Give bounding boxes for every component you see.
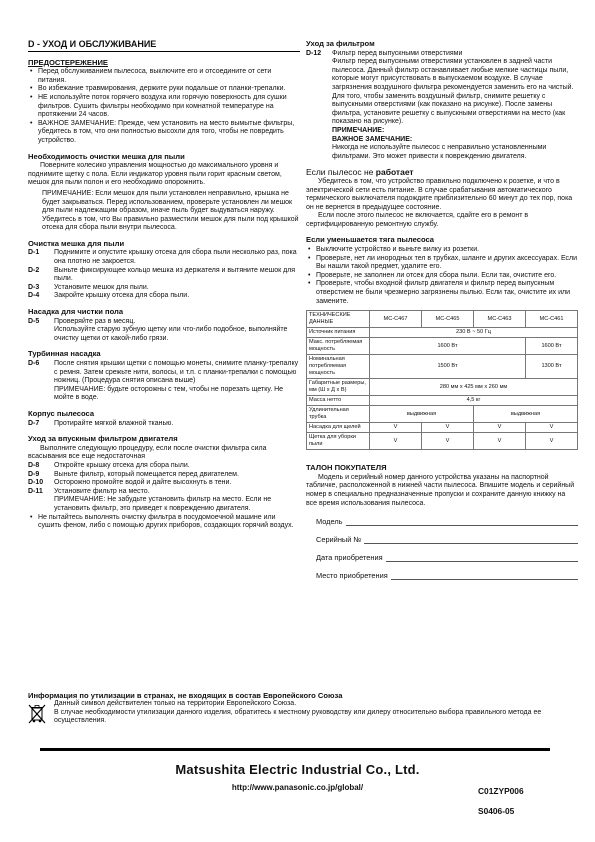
- disposal-line: В случае необходимости утилизации данного изделия, обратитесь к местному руководству или дилеру относительно выбора правильного метода ее осуществления.: [54, 708, 542, 725]
- step-text: Установите мешок для пыли.: [54, 283, 149, 291]
- field-label: Место приобретения: [316, 570, 388, 580]
- exhaust-important-text: Никогда не используйте пылесос с неправильно установленными фильтрами. Это может привести к повреждению двигателя.: [332, 144, 547, 160]
- doc-code: C01ZYP006: [478, 786, 524, 796]
- exhaust-note-label: ПРИМЕЧАНИЕ:: [332, 126, 385, 134]
- company-url[interactable]: http://www.panasonic.co.jp/global/: [231, 783, 364, 792]
- step-item: [28, 267, 300, 284]
- body-heading: Корпус пылесоса: [28, 408, 95, 418]
- cell-value: V: [474, 423, 526, 433]
- field-label: Серийный №: [316, 534, 362, 544]
- precaution-item: • ВАЖНОЕ ЗАМЕЧАНИЕ: Прежде, чем установить на место вымытые фильтры, убедитесь в том, что они полностью высохли для того, чтобы не повредить устройство.: [28, 120, 300, 146]
- disposal-title: Информация по утилизации в странах, не входящих в состав Европейского Союза: [28, 691, 343, 700]
- suction-item: • Проверьте, не заполнен ли отсек для сбора пыли. Если так, очистите его.: [306, 272, 578, 281]
- nozzle-text: Используйте старую зубную щетку или что-либо подобное, выполняйте очистку щетки от какой-либо грязи.: [54, 326, 288, 342]
- step-text: Закройте крышку отсека для сбора пыли.: [54, 292, 190, 300]
- cell-value: 1500 Вт: [370, 355, 526, 379]
- row-label: Щетка для уборки пыли: [307, 433, 370, 450]
- step-number: D-4: [28, 292, 40, 300]
- motor-filter-note: ПРИМЕЧАНИЕ: Не забудьте установить фильтр на место. Если не установить фильтр, это приведет к повреждению двигателя.: [54, 496, 272, 512]
- doc-code: S0406-05: [478, 806, 515, 816]
- coupon-text: Модель и серийный номер данного устройства указаны на паспортной табличке, расположенной в нижней части пылесоса. Впишите модель и серийный номер в специально предназначенные пропуски и сохраните данную книжку на все время использования пылесоса.: [306, 473, 575, 507]
- cell-value: V: [526, 423, 578, 433]
- cell-value: выдвижная: [474, 406, 578, 423]
- step-item: [28, 462, 300, 471]
- cell-value: 280 мм x 425 мм x 260 мм: [370, 379, 578, 396]
- exhaust-heading: Уход за фильтром: [306, 39, 375, 48]
- specs-table: [306, 310, 578, 450]
- left-column: [28, 40, 300, 531]
- exhaust-important-label: ВАЖНОЕ ЗАМЕЧАНИЕ:: [332, 135, 413, 143]
- turbo-note: ПРИМЕЧАНИЕ: будьте осторожны с тем, чтобы не порезать щетку. Не мойте в воде.: [54, 385, 284, 402]
- cell-value: 230 В ~ 50 Гц: [370, 328, 578, 338]
- table-row: [307, 355, 578, 379]
- step-number: D-5: [28, 317, 40, 325]
- cell-value: V: [526, 433, 578, 450]
- row-label: Габаритные размеры, мм (Ш x Д x В): [307, 379, 370, 396]
- exhaust-text: Фильтр перед выпускными отверстиями установлен в задней части пылесоса. Данный фильтр останавливает любые мелкие частицы пыли, которые могут присутствовать в выпускаемом воздухе. В случае загрязнения воздушного фильтра рекомендуется заменить его на чистый. Для того, чтобы заменить воздушный фильтр, снимите решетку с выпускными отверстиями (как показано на рисунке). После замены фильтра, установите решетку с выпускными отверстиями на место (как показано на рисунке).: [332, 58, 574, 126]
- step-text: Фильтр перед выпускными отверстиями: [332, 49, 463, 57]
- model-header: MC-C467: [370, 311, 422, 328]
- cell-value: V: [370, 433, 422, 450]
- motor-filter-bullet: • Не пытайтесь выполнять очистку фильтра в посудомоечной машине или сушить феном, либо с помощью других приборов, создающих горячий воздух.: [28, 514, 300, 531]
- row-label: Макс. потребляемая мощность: [307, 338, 370, 355]
- cell-value: 1600 Вт: [526, 338, 578, 355]
- place-field[interactable]: [316, 571, 578, 580]
- step-text: Выньте фильтр, который помещается перед двигателем.: [54, 470, 239, 478]
- crossed-out-bin-icon: [28, 704, 46, 724]
- step-text: Поднимите и опустите крышку отсека для сбора пыли несколько раз, пока она плотно не закроется.: [54, 249, 297, 266]
- step-item: [28, 249, 300, 266]
- table-row: [307, 328, 578, 338]
- table-row: [307, 423, 578, 433]
- model-header: MC-C463: [474, 311, 526, 328]
- step-item: [28, 420, 300, 429]
- step-number: D-6: [28, 360, 40, 367]
- row-label: Источник питания: [307, 328, 370, 338]
- coupon-fields: [306, 517, 578, 580]
- suction-item: • Проверьте, чтобы входной фильтр двигателя и фильтр перед выпускным отверстием не были чрезмерно загрязнены пылью. Если так, очистите их или замените.: [306, 280, 578, 306]
- disposal-info: [28, 692, 573, 726]
- not-working-prefix: Если пылесос не: [306, 167, 374, 178]
- motor-filter-heading: Уход за впускным фильтром двигателя: [28, 434, 178, 444]
- step-number: D-10: [28, 479, 44, 487]
- table-row: [307, 311, 578, 328]
- precaution-item: • Во избежание травмирования, держите руки подальше от планки-трепалки.: [28, 85, 300, 94]
- cell-value: V: [370, 423, 422, 433]
- step-item: [28, 479, 300, 488]
- not-working-heading: [306, 168, 578, 177]
- field-label: Модель: [316, 516, 343, 526]
- disposal-line: Данный символ действителен только на территории Европейского Союза.: [54, 700, 297, 708]
- precaution-item: • Перед обслуживанием пылесоса, выключите его и отсоедините от сети питания.: [28, 68, 300, 85]
- cell-value: 4,5 кг: [370, 396, 578, 406]
- model-header: MC-C461: [526, 311, 578, 328]
- section-title: D - УХОД И ОБСЛУЖИВАНИЕ: [28, 40, 300, 52]
- right-column: [306, 40, 578, 580]
- table-row: [307, 379, 578, 396]
- step-number: D-9: [28, 470, 40, 478]
- step-number: D-7: [28, 419, 40, 427]
- step-item: [28, 471, 300, 480]
- step-number: D-3: [28, 283, 40, 291]
- field-label: Дата приобретения: [316, 552, 383, 562]
- precaution-heading: ПРЕДОСТЕРЕЖЕНИЕ: [28, 57, 108, 67]
- nozzle-heading: Насадка для чистки пола: [28, 307, 124, 317]
- row-label: Масса нетто: [307, 396, 370, 406]
- company-name: Matsushita Electric Industrial Co., Ltd.: [175, 762, 420, 777]
- coupon-heading: ТАЛОН ПОКУПАТЕЛЯ: [306, 463, 387, 473]
- step-text: Выньте фиксирующее кольцо мешка из держателя и вытяните мешок для пыли.: [54, 266, 296, 283]
- footer-rule: [40, 748, 550, 751]
- date-field[interactable]: [316, 553, 578, 562]
- cell-value: выдвижная: [370, 406, 474, 423]
- cell-value: 1300 Вт: [526, 355, 578, 379]
- step-number: D-12: [306, 49, 322, 57]
- suction-item: • Выключите устройство и выньте вилку из розетки.: [306, 246, 578, 255]
- bag-need-text: Поверните колесико управления мощностью до максимального уровня и поднимите щетку с пола. Если индикатор уровня пыли горит красным светом, мешок для пыли полон и его необходимо опорожнить.: [28, 162, 282, 187]
- step-number: D-8: [28, 461, 40, 469]
- step-item: [28, 488, 300, 497]
- cell-value: V: [474, 433, 526, 450]
- row-label: Удлинительная трубка: [307, 406, 370, 423]
- suction-item: • Проверьте, нет ли инородных тел в трубках, шланге и других аксессуарах. Если Вы нашли такой предмет, удалите его.: [306, 255, 578, 272]
- step-text: Осторожно промойте водой и дайте высохнуть в тени.: [54, 479, 232, 487]
- step-item: [28, 318, 300, 327]
- table-row: [307, 396, 578, 406]
- not-working-text: Если после этого пылесос не включается, сдайте его в ремонт в сертифицированную ремонтную службу.: [306, 212, 529, 228]
- precaution-item: • НЕ используйте поток горячего воздуха или горячую поверхность для сушки фильтров. Сушить фильтры необходимо при комнатной температуре на протяжении 24 часов.: [28, 94, 300, 120]
- step-text: Проверяйте раз в месяц.: [54, 317, 136, 325]
- table-row: [307, 406, 578, 423]
- table-row: [307, 433, 578, 450]
- specs-header-label: ТЕХНИЧЕСКИЕ ДАННЫЕ: [307, 311, 370, 328]
- step-text: Протирайте мягкой влажной тканью.: [54, 419, 174, 427]
- step-number: D-1: [28, 249, 40, 257]
- cell-value: V: [422, 423, 474, 433]
- step-item: [306, 50, 578, 59]
- step-number: D-11: [28, 487, 43, 495]
- field-line[interactable]: [386, 553, 578, 562]
- not-working-text: Убедитесь в том, что устройство правильно подключено к розетке, и что в электрической сети есть питание. В случае срабатывания автоматического термического выключателя подождите приблизительно 60 минут до тех пор, пока он не вернется в предыдущее состояние.: [306, 177, 573, 211]
- not-working-bold: работает: [375, 167, 414, 178]
- step-item: [28, 292, 300, 301]
- serial-field[interactable]: [316, 535, 578, 544]
- step-number: D-2: [28, 266, 40, 274]
- motor-filter-text: Выполните следующую процедуру, если после очистки фильтра сила всасывания все еще недостаточная: [28, 444, 267, 461]
- step-text: После снятия крышки щетки с помощью монеты, снимите планку-трепалку с ремня. Затем срежьте нити, волосы, и т.п. с планки-трепалки с помощью ножниц. (Процедура снятия описана выше): [54, 360, 299, 385]
- bag-need-heading: Необходимость очистки мешка для пыли: [28, 151, 185, 161]
- model-field[interactable]: [316, 517, 578, 526]
- bag-clean-heading: Очистка мешка для пыли: [28, 238, 125, 248]
- step-item: [28, 360, 300, 386]
- row-label: Номинальная потребляемая мощность: [307, 355, 370, 379]
- step-text: Откройте крышку отсека для сбора пыли.: [54, 461, 190, 469]
- bag-need-note: ПРИМЕЧАНИЕ: Если мешок для пыли установлен неправильно, крышка не будет закрываться. Перед использованием, проверьте установлен ли мешок для пыли надлежащим образом, иначе пыль будет выдуваться наружу. Убедитесь в том, что Вы правильно разместили мешок для пыли под крышкой отсека для сбора пыли внутри пылесоса.: [42, 189, 299, 232]
- suction-heading: Если уменьшается тяга пылесоса: [306, 235, 435, 245]
- cell-value: 1600 Вт: [370, 338, 526, 355]
- turbo-heading: Турбинная насадка: [28, 349, 101, 359]
- table-row: [307, 338, 578, 355]
- row-label: Насадка для щелей: [307, 423, 370, 433]
- model-header: MC-C465: [422, 311, 474, 328]
- cell-value: V: [422, 433, 474, 450]
- field-line[interactable]: [391, 571, 578, 580]
- field-line[interactable]: [364, 535, 578, 544]
- step-text: Установите фильтр на место.: [54, 487, 150, 495]
- field-line[interactable]: [346, 517, 578, 526]
